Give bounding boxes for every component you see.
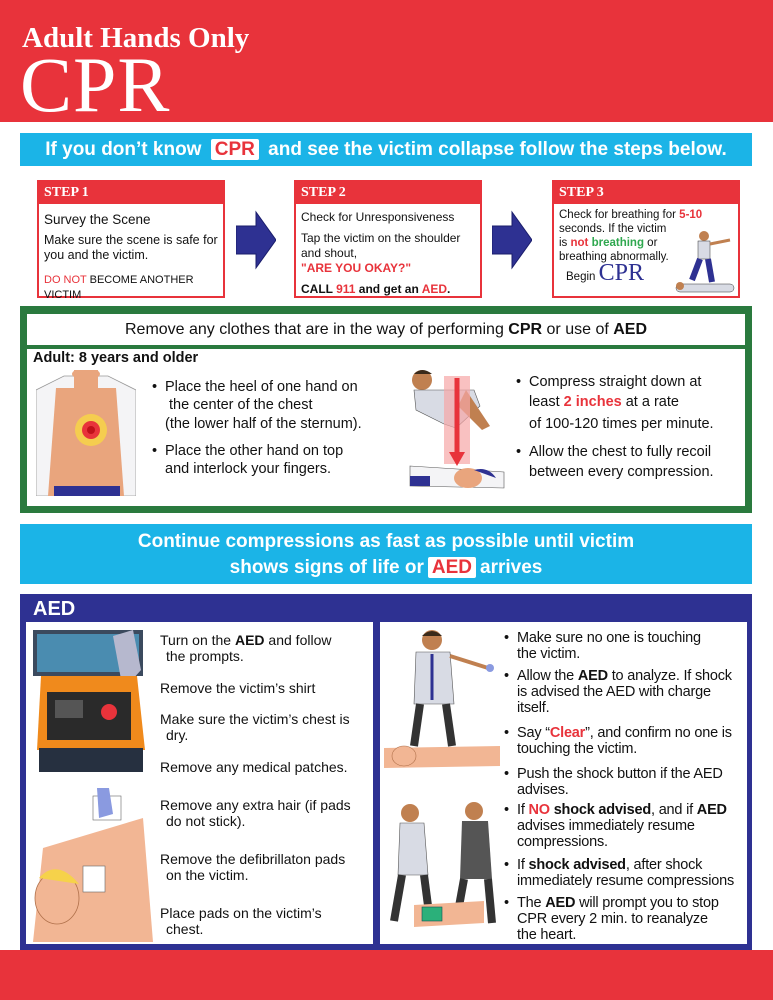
step-1-label: STEP 1	[39, 182, 223, 204]
step-3-label: STEP 3	[554, 182, 738, 204]
step-2-card	[294, 180, 482, 298]
step-3-card	[552, 180, 740, 298]
step-2-text: Tap the victim on the shoulder and shout,	[301, 231, 461, 260]
intro-banner	[20, 133, 752, 166]
footer-bar	[0, 950, 773, 1000]
continue-line-1: Continue compressions as fast as possible until victim	[137, 531, 635, 552]
step-3-line3: is not breathing or	[559, 237, 658, 249]
aed-step-remove-shirt: Remove the victim’s shirt	[160, 680, 316, 696]
step-3-line1: Check for breathing for 5-10	[559, 209, 703, 221]
step-1-text: Make sure the scene is safe for you and the victim.	[44, 233, 218, 262]
aed-pads-illustration	[33, 788, 153, 942]
clothes-instruction: Remove any clothes that are in the way of performing CPR or use of AED	[27, 314, 745, 345]
step-3-line2: seconds. If the victim	[559, 223, 667, 235]
rescuer-checking-breathing-illustration	[672, 228, 736, 298]
step-3-begin: Begin CPR	[566, 260, 644, 286]
step-2-label: STEP 2	[296, 182, 480, 204]
step-3-line4: breathing abnormally.	[559, 251, 669, 263]
step-1-warning: DO NOT BECOME ANOTHER VICTIM	[44, 274, 194, 301]
aed-step-remove-patches: Remove any medical patches.	[160, 759, 348, 775]
step-2-shout: "ARE YOU OKAY?"	[301, 261, 412, 275]
intro-banner-text: If you don’t know	[45, 139, 202, 160]
aed-step-remove-old-pads: Remove the defibrillaton pads on the victim.	[160, 851, 346, 883]
intro-banner-text-2: and see the victim collapse follow the steps below.	[268, 139, 727, 160]
right-arrow-icon	[492, 210, 532, 270]
step-2-title: Check for Unresponsiveness	[301, 210, 455, 224]
aed-device-illustration	[33, 630, 153, 780]
right-arrow-icon	[236, 210, 276, 270]
aed-step-dry-chest: Make sure the victim’s chest is dry.	[160, 711, 350, 743]
step-1-title: Survey the Scene	[44, 212, 151, 227]
continue-line-2: shows signs of life or AED arrives	[229, 557, 543, 578]
chest-compression-illustration	[404, 366, 510, 500]
step-1-card	[37, 180, 225, 301]
chest-hand-position-illustration	[36, 370, 136, 496]
poster-subtitle: Adult Hands Only	[22, 22, 250, 54]
two-rescuers-illustration	[384, 795, 500, 940]
stand-clear-illustration	[384, 628, 500, 774]
adult-age-label: Adult: 8 years and older	[33, 350, 199, 366]
aed-step-turn-on: Turn on the AED and follow the prompts.	[160, 632, 332, 664]
aed-step-place-pads: Place pads on the victim’s chest.	[160, 905, 322, 937]
step-2-call: CALL 911 and get an AED.	[301, 282, 451, 296]
continue-compressions-banner	[20, 524, 752, 584]
intro-banner-cpr: CPR	[211, 139, 259, 160]
poster-title: CPR	[20, 41, 171, 128]
aed-section-title: AED	[33, 598, 76, 620]
aed-step-remove-hair: Remove any extra hair (if pads do not stick).	[160, 797, 351, 829]
